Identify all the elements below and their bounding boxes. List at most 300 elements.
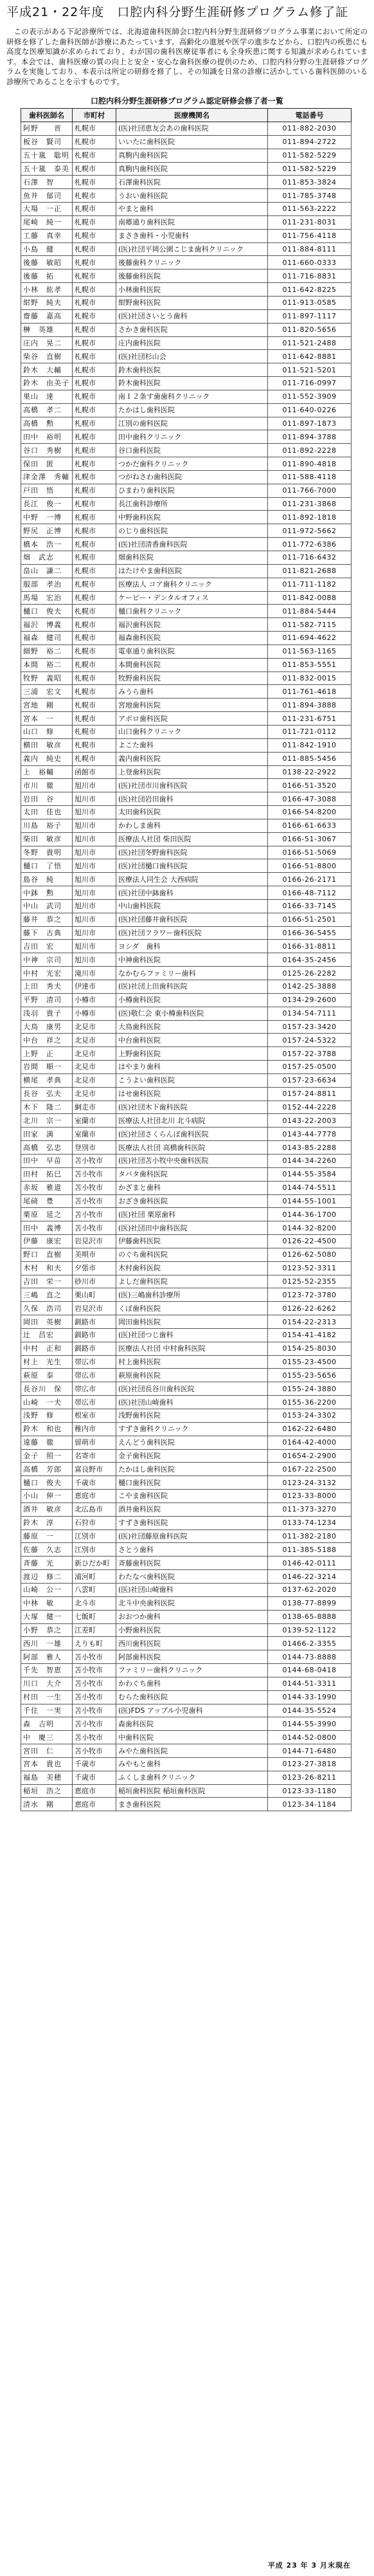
clinic-name-cell: ひまわり歯科医院 [116, 484, 268, 497]
municipality-cell: 札幌市 [73, 712, 116, 726]
table-row [21, 1328, 352, 1342]
dentist-name-cell: 森 吉明 [21, 1717, 73, 1731]
municipality-cell: 千歳市 [73, 1757, 116, 1771]
phone-cell: 0167-22-2500 [268, 1463, 352, 1476]
dentist-name-cell: 吉田 栄一 [21, 1275, 73, 1288]
table-row [21, 283, 352, 297]
phone-cell: 0157-23-6634 [268, 1073, 352, 1087]
table-row [21, 1650, 352, 1664]
municipality-cell: 苫小牧市 [73, 1167, 116, 1181]
clinic-name-cell: 牧野歯科医院 [116, 671, 268, 685]
phone-cell: 011-820-5656 [268, 323, 352, 336]
municipality-cell: 旭川市 [73, 940, 116, 953]
clinic-name-cell: 紺野歯科医院 [116, 296, 268, 309]
table-row [21, 779, 352, 792]
dentist-name-cell: 樋口 俊夫 [21, 605, 73, 618]
clinic-name-cell: 福沢歯科医院 [116, 618, 268, 632]
municipality-cell: 札幌市 [73, 189, 116, 203]
clinic-name-cell: まさき歯科・小児歯科 [116, 229, 268, 242]
table-row [21, 1355, 352, 1369]
page-title: 平成21・22年度 口腔内科分野生涯研修プログラム修了証 [6, 5, 349, 19]
table-row [21, 1744, 352, 1758]
phone-cell: 0164-42-4000 [268, 1436, 352, 1449]
phone-cell: 011-373-3270 [268, 1503, 352, 1516]
clinic-name-cell: 医療法人 コア歯科クリニック [116, 578, 268, 591]
clinic-name-cell: 谷口歯科医院 [116, 444, 268, 457]
clinic-name-cell: すずき歯科医院 [116, 1516, 268, 1530]
clinic-name-cell: 樋口歯科クリニック [116, 605, 268, 618]
phone-cell: 011-772-6386 [268, 538, 352, 551]
municipality-cell: 新ひだか町 [73, 1557, 116, 1570]
municipality-cell: 北斗市 [73, 1596, 116, 1610]
table-row [21, 993, 352, 1007]
header-phone: 電話番号 [268, 109, 352, 122]
table-row [21, 1637, 352, 1650]
municipality-cell: 旭川市 [73, 859, 116, 873]
dentist-name-cell: 鈴木 大輔 [21, 363, 73, 377]
table-row [21, 564, 352, 578]
clinic-name-cell: つかだ歯科クリニック [116, 457, 268, 471]
phone-cell: 011-897-1873 [268, 417, 352, 430]
clinic-name-cell: たかはし歯科医院 [116, 403, 268, 417]
phone-cell: 0144-32-8200 [268, 1221, 352, 1235]
municipality-cell: 恵庭市 [73, 1490, 116, 1503]
table-row [21, 632, 352, 645]
dentist-name-cell: 田家 満 [21, 1128, 73, 1141]
dentist-name-cell: 細野 裕二 [21, 644, 73, 658]
dentist-name-cell: 高橋 勲 [21, 417, 73, 430]
table-row [21, 1369, 352, 1382]
phone-cell: 011-785-3748 [268, 189, 352, 203]
clinic-name-cell: 中歯科医院 [116, 1731, 268, 1744]
municipality-cell: 北見市 [73, 1047, 116, 1061]
clinic-name-cell: 中神歯科医院 [116, 953, 268, 967]
phone-cell: 0155-23-4500 [268, 1355, 352, 1369]
municipality-cell: 八雲町 [73, 1583, 116, 1596]
dentist-name-cell: 榊 英雄 [21, 323, 73, 336]
intro-text [6, 27, 368, 87]
table-row [21, 1235, 352, 1248]
table-row [21, 269, 352, 283]
dentist-name-cell: 横田 敏彦 [21, 738, 73, 752]
table-row [21, 497, 352, 511]
dentist-name-cell: 橋本 浩一 [21, 538, 73, 551]
table-row [21, 403, 352, 417]
clinic-name-cell: (医)社団藤原歯科医院 [116, 1530, 268, 1543]
dentist-name-cell: 中台 祥之 [21, 1034, 73, 1047]
phone-cell: 0157-25-0500 [268, 1061, 352, 1074]
municipality-cell: 札幌市 [73, 149, 116, 162]
dentist-name-cell: 千先 智恵 [21, 1664, 73, 1677]
table-row [21, 1516, 352, 1530]
phone-cell: 011-521-2488 [268, 336, 352, 350]
table-row [21, 390, 352, 403]
phone-cell: 011-231-3868 [268, 497, 352, 511]
dentist-name-cell: 太田 佳也 [21, 806, 73, 819]
dentist-name-cell: 中鉢 勲 [21, 886, 73, 900]
phone-cell: 0166-26-2171 [268, 873, 352, 886]
dentist-name-cell: 小野 恭之 [21, 1623, 73, 1637]
phone-cell: 0144-55-1001 [268, 1194, 352, 1208]
table-row [21, 578, 352, 591]
clinic-name-cell: 木村歯科医院 [116, 1261, 268, 1275]
clinic-name-cell: こうよい歯科医院 [116, 1073, 268, 1087]
clinic-name-cell: 太田歯科医院 [116, 806, 268, 819]
municipality-cell: 江別市 [73, 1530, 116, 1543]
municipality-cell: えりも町 [73, 1637, 116, 1650]
municipality-cell: 留萌市 [73, 1436, 116, 1449]
clinic-name-cell: 上登歯科医院 [116, 765, 268, 779]
header-dentist-name: 歯科医師名 [21, 109, 73, 122]
table-row [21, 792, 352, 806]
municipality-cell: 苫小牧市 [73, 1650, 116, 1664]
table-row [21, 1543, 352, 1557]
intro-paragraph: この表示がある下記診療所では、北海道歯科医師会口腔内科分野生涯研修プログラム事業において所定の研修を修了した歯科医師が診療にあたっています。高齢化の進展や医学の進歩などから、口腔内の疾患にも高度な医療知識が求められており、わが国の歯科医療従事者にも全身疾患に関する知識が求められています。本会では、歯科医療の質の向上と安全・安心な歯科医療の提供のため、口腔内科分野の生涯研修プログラムを実施しており、本表示は所定の研修を修了し、その知識を日常の診療に活かしている歯科医師のいる診療所であることを示すものです。 [6, 27, 368, 86]
dentist-name-cell: 上田 秀夫 [21, 980, 73, 994]
municipality-cell: 苫小牧市 [73, 1154, 116, 1167]
dentist-name-cell: 長谷 弘夫 [21, 1087, 73, 1101]
municipality-cell: 札幌市 [73, 363, 116, 377]
table-row [21, 1342, 352, 1355]
dentist-name-cell: 千住 一実 [21, 1704, 73, 1717]
table-row [21, 417, 352, 430]
phone-cell: 0144-34-2260 [268, 1154, 352, 1167]
clinic-name-cell: かざまと歯科 [116, 1181, 268, 1194]
municipality-cell: 札幌市 [73, 538, 116, 551]
table-row [21, 886, 352, 900]
table-header-row [21, 109, 352, 122]
dentist-name-cell: 小山 伸一 [21, 1490, 73, 1503]
table-row [21, 309, 352, 323]
municipality-cell: 旭川市 [73, 792, 116, 806]
table-row [21, 215, 352, 229]
phone-cell: 011-582-7115 [268, 618, 352, 632]
clinic-name-cell: 江別の歯科医院 [116, 417, 268, 430]
clinic-name-cell: おざき歯科医院 [116, 1194, 268, 1208]
dentist-name-cell: 中神 宗司 [21, 953, 73, 967]
dentist-name-cell: 中村 光宏 [21, 967, 73, 980]
as-of-date: 平成 23 年 3 月末現在 [267, 2561, 351, 2570]
table-row [21, 135, 352, 149]
municipality-cell: 札幌市 [73, 618, 116, 632]
phone-cell: 0157-22-3788 [268, 1047, 352, 1061]
municipality-cell: 浦河町 [73, 1570, 116, 1584]
clinic-name-cell: 後藤歯科クリニック [116, 256, 268, 269]
dentist-name-cell: 野尻 正博 [21, 524, 73, 538]
dentist-name-cell: 大鳥 康男 [21, 1020, 73, 1034]
table-row [21, 832, 352, 846]
clinic-name-cell: アポロ歯科医院 [116, 712, 268, 726]
phone-cell: 0154-25-8030 [268, 1342, 352, 1355]
dentist-name-cell: 村上 光生 [21, 1355, 73, 1369]
municipality-cell: 苫小牧市 [73, 1221, 116, 1235]
phone-cell: 0155-23-5656 [268, 1369, 352, 1382]
dentist-name-cell: 渡辺 修二 [21, 1570, 73, 1584]
phone-cell: 011-382-2180 [268, 1530, 352, 1543]
municipality-cell: 札幌市 [73, 242, 116, 256]
municipality-cell: 札幌市 [73, 417, 116, 430]
phone-cell: 0123-72-3780 [268, 1288, 352, 1302]
dentist-name-cell: 宮本 一 [21, 712, 73, 726]
dentist-name-cell: 樋口 俊夫 [21, 1476, 73, 1490]
clinic-name-cell: 中野歯科医院 [116, 511, 268, 524]
table-row [21, 1664, 352, 1677]
municipality-cell: 千歳市 [73, 1771, 116, 1784]
dentist-name-cell: 田中 義博 [21, 1221, 73, 1235]
table-row [21, 1583, 352, 1596]
clinic-name-cell: 鈴木歯科医院 [116, 363, 268, 377]
phone-cell: 0144-33-1990 [268, 1690, 352, 1704]
phone-cell: 0143-85-2288 [268, 1141, 352, 1155]
clinic-name-cell: のぐち歯科医院 [116, 1248, 268, 1261]
table-row [21, 712, 352, 726]
dentist-name-cell: 川島 裕子 [21, 819, 73, 832]
phone-cell: 0123-27-3818 [268, 1757, 352, 1771]
dentist-name-cell: 上 裕輔 [21, 765, 73, 779]
table-row [21, 591, 352, 605]
municipality-cell: 旭川市 [73, 846, 116, 859]
phone-cell: 011-892-1818 [268, 511, 352, 524]
municipality-cell: 富良野市 [73, 1463, 116, 1476]
table-row [21, 1690, 352, 1704]
phone-cell: 0144-55-3584 [268, 1167, 352, 1181]
clinic-name-cell: 金子歯科医院 [116, 1449, 268, 1463]
dentist-name-cell: 浅羽 貴子 [21, 1007, 73, 1020]
municipality-cell: 北見市 [73, 1034, 116, 1047]
phone-cell: 0123-26-8211 [268, 1771, 352, 1784]
municipality-cell: 札幌市 [73, 309, 116, 323]
dentist-name-cell: 大塚 健一 [21, 1610, 73, 1623]
dentist-name-cell: 五十嵐 泰美 [21, 162, 73, 176]
table-row [21, 430, 352, 444]
dentist-name-cell: 谷口 秀樹 [21, 444, 73, 457]
clinic-name-cell: よこた歯科 [116, 738, 268, 752]
dentist-name-cell: 尾碕 豊 [21, 1194, 73, 1208]
phone-cell: 0166-51-2501 [268, 913, 352, 926]
clinic-name-cell: まき歯科医院 [116, 1798, 268, 1811]
clinic-name-cell: 村上歯科医院 [116, 1355, 268, 1369]
clinic-name-cell: (医)社団長谷川歯科医院 [116, 1382, 268, 1396]
municipality-cell: 札幌市 [73, 671, 116, 685]
phone-cell: 011-640-0226 [268, 403, 352, 417]
dentist-name-cell: 辻 昌宏 [21, 1328, 73, 1342]
phone-cell: 011-588-4118 [268, 470, 352, 484]
phone-cell: 011-711-1182 [268, 578, 352, 591]
dentist-name-cell: 柴田 敏彦 [21, 832, 73, 846]
phone-cell: 011-660-0333 [268, 256, 352, 269]
table-row [21, 350, 352, 363]
phone-cell: 0152-44-2228 [268, 1101, 352, 1114]
municipality-cell: 北広島市 [73, 1503, 116, 1516]
clinic-name-cell: (医)敬仁会 東小樽歯科医院 [116, 1007, 268, 1020]
clinic-name-cell: (医)社団苫小牧中央歯科医院 [116, 1154, 268, 1167]
table-row [21, 122, 352, 136]
municipality-cell: 滝川市 [73, 967, 116, 980]
municipality-cell: 札幌市 [73, 551, 116, 565]
table-row [21, 296, 352, 309]
clinic-name-cell: はやまり歯科 [116, 1061, 268, 1074]
clinic-name-cell: (医)社団田中歯科医院 [116, 1221, 268, 1235]
dentist-name-cell: 宮地 剛 [21, 699, 73, 712]
phone-cell: 0143-44-7778 [268, 1128, 352, 1141]
phone-cell: 011-552-3909 [268, 390, 352, 403]
dentist-name-cell: 中林 敏 [21, 1596, 73, 1610]
phone-cell: 011-385-5188 [268, 1543, 352, 1557]
clinic-name-cell: 中山歯科医院 [116, 899, 268, 913]
clinic-name-cell: 畑歯科医院 [116, 551, 268, 565]
phone-cell: 0157-24-5322 [268, 1034, 352, 1047]
dentist-name-cell: 工藤 真幸 [21, 229, 73, 242]
dentist-name-cell: 牧野 義昭 [21, 671, 73, 685]
dentist-name-cell: 高橋 弘忠 [21, 1141, 73, 1155]
phone-cell: 0166-33-7145 [268, 899, 352, 913]
table-row [21, 323, 352, 336]
municipality-cell: 札幌市 [73, 350, 116, 363]
phone-cell: 0123-33-8000 [268, 1490, 352, 1503]
dentist-name-cell: 中 慶三 [21, 1731, 73, 1744]
municipality-cell: 札幌市 [73, 511, 116, 524]
dentist-name-cell: 柴谷 直樹 [21, 350, 73, 363]
dentist-name-cell: 紺野 純夫 [21, 296, 73, 309]
dentist-name-cell: 田村 拓巳 [21, 1167, 73, 1181]
municipality-cell: 旭川市 [73, 926, 116, 940]
clinic-name-cell: (医)社団木下歯科医院 [116, 1101, 268, 1114]
clinic-name-cell: タバタ歯科医院 [116, 1167, 268, 1181]
table-row [21, 1503, 352, 1516]
municipality-cell: 札幌市 [73, 430, 116, 444]
clinic-name-cell: (医)社団フラワー歯科医院 [116, 926, 268, 940]
dentist-name-cell: 福森 健司 [21, 632, 73, 645]
clinic-name-cell: 小樽歯科医院 [116, 993, 268, 1007]
dentist-name-cell: 福沢 博義 [21, 618, 73, 632]
municipality-cell: 帯広市 [73, 1382, 116, 1396]
clinic-name-cell: (医)三嶋歯科診療所 [116, 1288, 268, 1302]
municipality-cell: 札幌市 [73, 578, 116, 591]
dentist-name-cell: 宮田 仁 [21, 1744, 73, 1758]
municipality-cell: 登別市 [73, 1141, 116, 1155]
table-row [21, 658, 352, 671]
municipality-cell: 旭川市 [73, 832, 116, 846]
phone-cell: 0162-22-6480 [268, 1422, 352, 1436]
dentist-name-cell: 尾崎 純一 [21, 215, 73, 229]
phone-cell: 011-761-4618 [268, 685, 352, 699]
table-row [21, 846, 352, 859]
clinic-name-cell: 西川歯科医院 [116, 1637, 268, 1650]
municipality-cell: 札幌市 [73, 122, 116, 136]
dentist-name-cell: 田中 裕明 [21, 430, 73, 444]
dentist-name-cell: 巣山 達 [21, 390, 73, 403]
clinic-name-cell: はせ歯科医院 [116, 1087, 268, 1101]
clinic-name-cell: 福森歯科医院 [116, 632, 268, 645]
phone-cell: 011-582-5229 [268, 149, 352, 162]
phone-cell: 011-563-2222 [268, 203, 352, 216]
table-row [21, 1463, 352, 1476]
municipality-cell: 北見市 [73, 1087, 116, 1101]
phone-cell: 0157-24-8811 [268, 1087, 352, 1101]
table-row [21, 1167, 352, 1181]
municipality-cell: 苫小牧市 [73, 1704, 116, 1717]
dentist-name-cell: 清水 剛 [21, 1798, 73, 1811]
clinic-name-cell: 電車通り歯科医院 [116, 644, 268, 658]
completion-table [21, 108, 352, 1811]
municipality-cell: 札幌市 [73, 632, 116, 645]
clinic-name-cell: (医)FDS アップル小児歯科 [116, 1704, 268, 1717]
dentist-name-cell: 中野 一博 [21, 511, 73, 524]
table-row [21, 189, 352, 203]
phone-cell: 011-842-0088 [268, 591, 352, 605]
dentist-name-cell: 冬野 貴明 [21, 846, 73, 859]
clinic-name-cell: 医療法人社団北川 北斗病院 [116, 1114, 268, 1128]
dentist-name-cell: 山崎 一夫 [21, 1396, 73, 1409]
table-row [21, 1610, 352, 1623]
phone-cell: 011-766-7000 [268, 484, 352, 497]
phone-cell: 011-913-0585 [268, 296, 352, 309]
municipality-cell: 北見市 [73, 1020, 116, 1034]
municipality-cell: 釧路市 [73, 1328, 116, 1342]
municipality-cell: 根室市 [73, 1409, 116, 1423]
dentist-name-cell: 庄内 晃二 [21, 336, 73, 350]
table-row [21, 1261, 352, 1275]
dentist-name-cell: 斉藤 光 [21, 1557, 73, 1570]
phone-cell: 0146-22-3214 [268, 1570, 352, 1584]
table-row [21, 1717, 352, 1731]
table-row [21, 484, 352, 497]
table-row [21, 1061, 352, 1074]
phone-cell: 0164-35-2456 [268, 953, 352, 967]
dentist-name-cell: 遠藤 徹 [21, 1436, 73, 1449]
clinic-name-cell: すずき歯科クリニック [116, 1422, 268, 1436]
clinic-name-cell: ファミリー歯科クリニック [116, 1664, 268, 1677]
dentist-name-cell: 吉田 宏 [21, 940, 73, 953]
table-row [21, 618, 352, 632]
municipality-cell: 岩見沢市 [73, 1235, 116, 1248]
municipality-cell: 苫小牧市 [73, 1181, 116, 1194]
municipality-cell: 帯広市 [73, 1355, 116, 1369]
municipality-cell: 苫小牧市 [73, 1744, 116, 1758]
dentist-name-cell: 川口 大介 [21, 1677, 73, 1690]
table-row [21, 336, 352, 350]
phone-cell: 0154-41-4182 [268, 1328, 352, 1342]
dentist-name-cell: 久保 浩司 [21, 1302, 73, 1315]
dentist-name-cell: 板谷 賢司 [21, 135, 73, 149]
municipality-cell: 札幌市 [73, 738, 116, 752]
phone-cell: 011-716-0997 [268, 377, 352, 390]
table-row [21, 1128, 352, 1141]
dentist-name-cell: 五十嵐 聡明 [21, 149, 73, 162]
table-row [21, 1771, 352, 1784]
table-row [21, 953, 352, 967]
clinic-name-cell: やまと歯科 [116, 203, 268, 216]
municipality-cell: 苫小牧市 [73, 1194, 116, 1208]
table-row [21, 1422, 352, 1436]
dentist-name-cell: 戸田 悟 [21, 484, 73, 497]
phone-cell: 011-756-4118 [268, 229, 352, 242]
dentist-name-cell: 後藤 拓 [21, 269, 73, 283]
clinic-name-cell: ケーピー・デンタルオフィス [116, 591, 268, 605]
clinic-name-cell: 浅野歯科医院 [116, 1409, 268, 1423]
municipality-cell: 名寄市 [73, 1449, 116, 1463]
phone-cell: 011-894-3888 [268, 699, 352, 712]
phone-cell: 0139-52-1122 [268, 1623, 352, 1637]
table-row [21, 470, 352, 484]
dentist-name-cell: 魚井 郁司 [21, 189, 73, 203]
dentist-name-cell: 樋口 了悟 [21, 859, 73, 873]
phone-cell: 0138-22-2922 [268, 765, 352, 779]
table-row [21, 538, 352, 551]
dentist-name-cell: 木村 和夫 [21, 1261, 73, 1275]
phone-cell: 0126-22-4500 [268, 1235, 352, 1248]
clinic-name-cell: なかむらファミリー歯科 [116, 967, 268, 980]
